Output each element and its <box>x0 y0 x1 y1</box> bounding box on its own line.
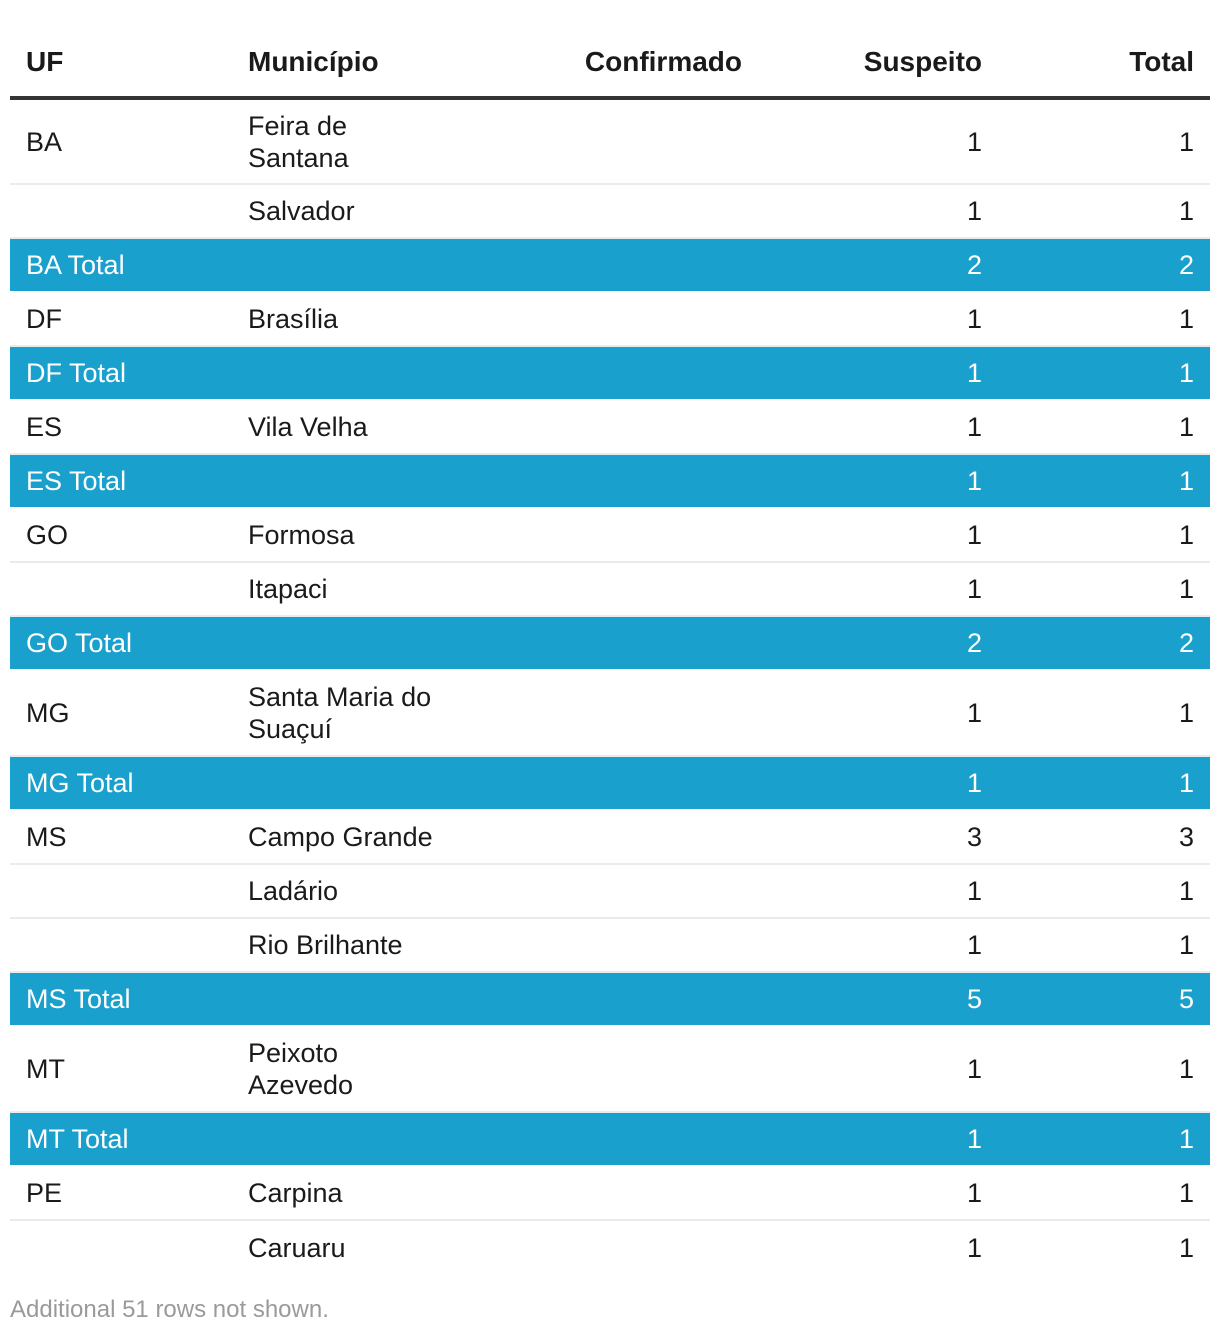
cell-confirmado <box>462 670 758 756</box>
cell-municipio: Vila Velha <box>232 400 462 454</box>
cell-municipio: Feira de Santana <box>232 98 462 184</box>
cell-total: 1 <box>1178 1232 1194 1263</box>
table-row <box>10 508 1210 562</box>
cell-total: 1 <box>998 1166 1210 1220</box>
cell-municipio: Formosa <box>232 508 462 562</box>
cell-confirmado <box>462 292 758 346</box>
cell-uf: MS <box>10 810 232 864</box>
cell-total: 1 <box>998 670 1210 756</box>
cell-uf <box>10 1220 232 1274</box>
cell-total: 1 <box>998 1112 1210 1166</box>
subtotal-row <box>10 454 1210 508</box>
cell-suspeito: 1 <box>758 1026 998 1112</box>
cell-confirmado <box>462 616 758 670</box>
cell-confirmado <box>462 454 758 508</box>
table-row <box>10 864 1210 918</box>
cell-municipio <box>232 972 462 1026</box>
data-table-container <box>10 0 1210 1274</box>
cell-confirmado <box>462 810 758 864</box>
cell-confirmado <box>462 400 758 454</box>
cell-confirmado <box>462 756 758 810</box>
cell-uf: BA <box>10 98 232 184</box>
table-row <box>10 292 1210 346</box>
cell-confirmado <box>462 98 758 184</box>
cell-suspeito: 1 <box>758 670 998 756</box>
cell-uf: PE <box>10 1166 232 1220</box>
cell-total: 2 <box>998 238 1210 292</box>
column-header-confirmado[interactable]: Confirmado <box>462 0 758 98</box>
cell-total: 3 <box>998 810 1210 864</box>
table-header <box>10 0 1210 98</box>
cell-total: 1 <box>998 400 1210 454</box>
cell-confirmado <box>462 238 758 292</box>
cases-table <box>10 0 1210 1274</box>
cell-municipio <box>232 346 462 400</box>
cell-suspeito: 1 <box>758 292 998 346</box>
cell-total: 5 <box>998 972 1210 1026</box>
cell-confirmado <box>462 1026 758 1112</box>
cell-uf: MG Total <box>10 756 232 810</box>
column-header-municipio[interactable]: Município <box>232 0 462 98</box>
cell-uf: MS Total <box>10 972 232 1026</box>
cell-uf: MT Total <box>10 1112 232 1166</box>
cell-suspeito: 5 <box>758 972 998 1026</box>
cell-suspeito: 1 <box>758 400 998 454</box>
cell-municipio: Campo Grande <box>232 810 462 864</box>
cell-confirmado <box>462 346 758 400</box>
cell-confirmado <box>462 864 758 918</box>
table-row <box>10 562 1210 616</box>
cell-confirmado <box>462 1112 758 1166</box>
cell-suspeito: 1 <box>758 508 998 562</box>
cell-confirmado <box>462 972 758 1026</box>
cell-uf: BA Total <box>10 238 232 292</box>
cell-uf <box>10 864 232 918</box>
cell-uf <box>10 918 232 972</box>
cell-uf: GO <box>10 508 232 562</box>
cell-total: 2 <box>998 616 1210 670</box>
table-row <box>10 918 1210 972</box>
cell-municipio: Caruaru <box>248 1232 346 1263</box>
subtotal-row <box>10 238 1210 292</box>
cell-suspeito: 1 <box>758 918 998 972</box>
cell-municipio: Salvador <box>232 184 462 238</box>
cell-total: 1 <box>998 918 1210 972</box>
cell-confirmado <box>462 508 758 562</box>
cell-total: 1 <box>998 454 1210 508</box>
table-row <box>10 98 1210 184</box>
cell-total: 1 <box>998 346 1210 400</box>
cell-uf: ES <box>10 400 232 454</box>
cell-municipio <box>232 238 462 292</box>
column-header-total[interactable]: Total <box>998 0 1210 98</box>
cell-total: 1 <box>998 292 1210 346</box>
cell-municipio <box>232 1112 462 1166</box>
cell-suspeito: 1 <box>758 98 998 184</box>
table-row <box>10 670 1210 756</box>
subtotal-row <box>10 346 1210 400</box>
cell-total: 1 <box>998 864 1210 918</box>
cell-suspeito: 1 <box>966 1232 982 1263</box>
subtotal-row <box>10 616 1210 670</box>
cell-confirmado <box>462 1166 758 1220</box>
table-row <box>10 184 1210 238</box>
header-row <box>10 0 1210 98</box>
table-row <box>10 400 1210 454</box>
cell-suspeito: 1 <box>758 1166 998 1220</box>
cell-suspeito: 2 <box>758 238 998 292</box>
cell-suspeito: 1 <box>758 346 998 400</box>
cell-municipio: Ladário <box>232 864 462 918</box>
rows-not-shown-note: Additional 51 rows not shown. <box>10 1296 329 1323</box>
cell-uf <box>10 184 232 238</box>
cell-municipio <box>232 616 462 670</box>
cell-confirmado <box>462 562 758 616</box>
table-row <box>10 1166 1210 1220</box>
cell-confirmado <box>462 918 758 972</box>
cell-uf: DF <box>10 292 232 346</box>
cell-municipio: Rio Brilhante <box>232 918 462 972</box>
cell-suspeito: 3 <box>758 810 998 864</box>
cell-uf: ES Total <box>10 454 232 508</box>
cell-municipio: Peixoto Azevedo <box>232 1026 462 1112</box>
cell-suspeito: 1 <box>758 1112 998 1166</box>
subtotal-row <box>10 972 1210 1026</box>
cell-total: 1 <box>998 1026 1210 1112</box>
table-row <box>10 810 1210 864</box>
cell-municipio: Brasília <box>232 292 462 346</box>
cell-total: 1 <box>998 98 1210 184</box>
column-header-suspeito[interactable]: Suspeito <box>758 0 998 98</box>
cell-uf: GO Total <box>10 616 232 670</box>
subtotal-row <box>10 1112 1210 1166</box>
cell-confirmado <box>462 184 758 238</box>
cell-suspeito: 1 <box>758 562 998 616</box>
cell-total: 1 <box>998 508 1210 562</box>
cell-total: 1 <box>998 562 1210 616</box>
table-body <box>10 98 1210 1274</box>
cell-suspeito: 1 <box>758 756 998 810</box>
cell-municipio: Carpina <box>232 1166 462 1220</box>
table-row <box>10 1026 1210 1112</box>
cell-municipio <box>232 756 462 810</box>
cell-suspeito: 1 <box>758 864 998 918</box>
cell-uf: DF Total <box>10 346 232 400</box>
table-row <box>10 1220 1210 1274</box>
cell-municipio <box>232 454 462 508</box>
column-header-uf[interactable]: UF <box>10 0 232 98</box>
cell-uf: MG <box>10 670 232 756</box>
cell-confirmado <box>462 1220 758 1274</box>
cell-total: 1 <box>998 756 1210 810</box>
cell-suspeito: 1 <box>758 454 998 508</box>
cell-uf: MT <box>10 1026 232 1112</box>
cell-total: 1 <box>998 184 1210 238</box>
cell-municipio: Santa Maria do Suaçuí <box>232 670 462 756</box>
cell-uf <box>10 562 232 616</box>
cell-suspeito: 2 <box>758 616 998 670</box>
subtotal-row <box>10 756 1210 810</box>
cell-municipio: Itapaci <box>232 562 462 616</box>
cell-suspeito: 1 <box>758 184 998 238</box>
